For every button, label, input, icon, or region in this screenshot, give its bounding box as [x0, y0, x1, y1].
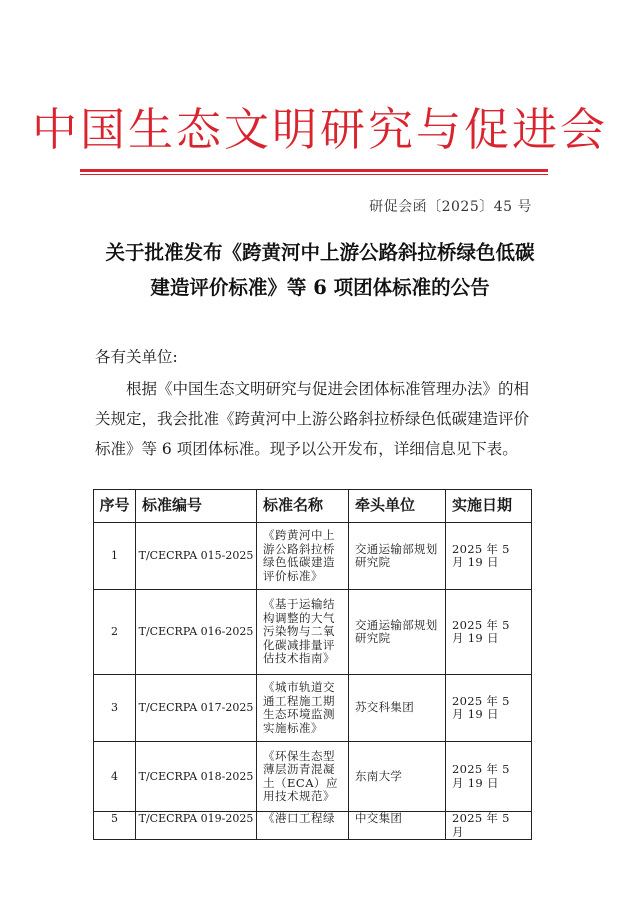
row-standard-code: T/CECRPA 015-2025	[136, 523, 257, 590]
notice-title-line-1: 关于批准发布《跨黄河中上游公路斜拉桥绿色低碳	[105, 241, 535, 264]
row-standard-name: 《环保生态型薄层沥青混凝土（ECA）应用技术规范》	[257, 742, 349, 812]
table-row	[94, 523, 532, 590]
body-paragraph-line-3: 标准》等 6 项团体标准。现予以公开发布，详细信息见下表。	[95, 440, 518, 458]
standards-table	[93, 489, 532, 840]
letterhead-rule-thin	[80, 174, 548, 175]
notice-title-line-2: 建造评价标准》等 6 项团体标准的公告	[150, 276, 490, 299]
row-standard-code: T/CECRPA 017-2025	[136, 675, 257, 742]
row-standard-code: T/CECRPA 019-2025	[136, 812, 257, 840]
row-effective-date: 2025 年 5 月 19 日	[446, 590, 532, 675]
header-lead-unit: 牵头单位	[349, 490, 446, 523]
letterhead-rule-thick	[80, 169, 548, 172]
table-row	[94, 812, 532, 840]
row-lead-unit: 中交集团	[349, 812, 446, 840]
row-effective-date: 2025 年 5 月 19 日	[446, 523, 532, 590]
row-lead-unit: 东南大学	[349, 742, 446, 812]
header-effective-date: 实施日期	[446, 490, 532, 523]
body-paragraph-line-2: 关规定，我会批准《跨黄河中上游公路斜拉桥绿色低碳建造评价	[95, 410, 530, 428]
organization-letterhead: 中国生态文明研究与促进会	[31, 103, 608, 156]
header-standard-code: 标准编号	[136, 490, 257, 523]
header-standard-name: 标准名称	[257, 490, 349, 523]
row-standard-code: T/CECRPA 018-2025	[136, 742, 257, 812]
body-paragraph-line-1: 根据《中国生态文明研究与促进会团体标准管理办法》的相	[126, 380, 530, 398]
row-standard-name: 《城市轨道交通工程施工期生态环境监测实施标准》	[257, 675, 349, 742]
row-standard-name: 《港口工程绿	[257, 812, 349, 840]
table-row	[94, 675, 532, 742]
document-number: 研促会函〔2025〕45 号	[369, 199, 532, 215]
row-serial: 5	[94, 812, 136, 840]
row-lead-unit: 苏交科集团	[349, 675, 446, 742]
row-serial: 1	[94, 523, 136, 590]
row-standard-name: 《跨黄河中上游公路斜拉桥绿色低碳建造评价标准》	[257, 523, 349, 590]
table-header-row	[94, 490, 532, 523]
table-row	[94, 742, 532, 812]
row-serial: 3	[94, 675, 136, 742]
row-effective-date: 2025 年 5 月	[446, 812, 532, 840]
row-serial: 2	[94, 590, 136, 675]
row-effective-date: 2025 年 5 月 19 日	[446, 675, 532, 742]
header-serial: 序号	[94, 490, 136, 523]
row-lead-unit: 交通运输部规划研究院	[349, 523, 446, 590]
table-row	[94, 590, 532, 675]
row-serial: 4	[94, 742, 136, 812]
row-lead-unit: 交通运输部规划研究院	[349, 590, 446, 675]
salutation: 各有关单位:	[95, 348, 178, 366]
row-standard-code: T/CECRPA 016-2025	[136, 590, 257, 675]
row-effective-date: 2025 年 5 月 19 日	[446, 742, 532, 812]
row-standard-name: 《基于运输结构调整的大气污染物与二氧化碳减排量评估技术指南》	[257, 590, 349, 675]
